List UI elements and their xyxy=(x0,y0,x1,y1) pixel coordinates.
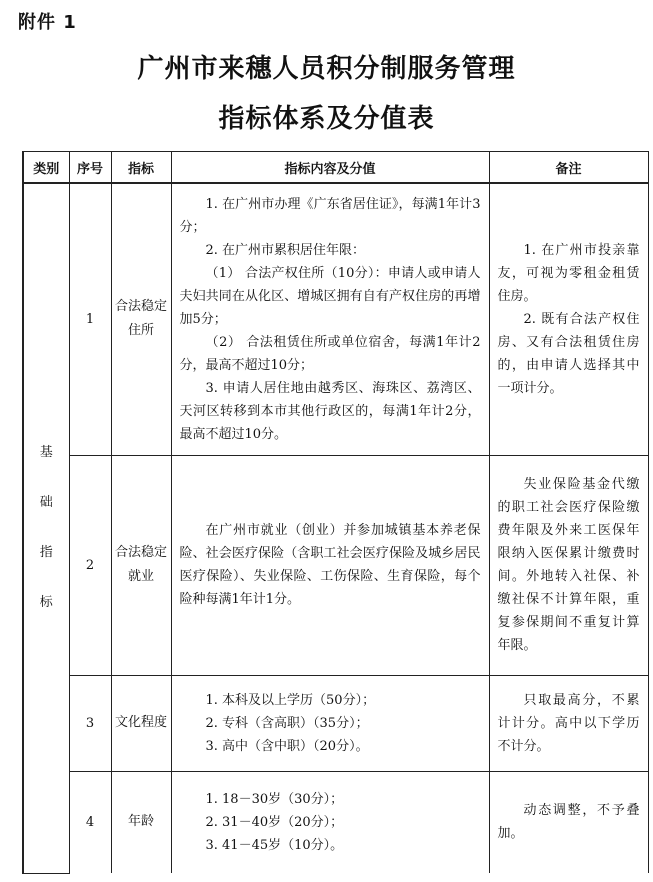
indicator-cell: 合法稳定就业 xyxy=(111,455,171,675)
content-line: 1. 在广州市办理《广东省居住证》，每满1年计3分； xyxy=(179,196,481,235)
table-row xyxy=(23,455,648,675)
header-category: 类别 xyxy=(23,152,69,184)
content-line: （1） 合法产权住所（10分）：申请人或申请人夫妇共同在从化区、增城区拥有自有产权住房的再增加5分； xyxy=(179,265,481,327)
remarks-cell xyxy=(489,675,648,771)
category-cell xyxy=(23,183,69,873)
content-line: 3. 申请人居住地由越秀区、海珠区、荔湾区、天河区转移到本市其他行政区的，每满1年计2分，最高不超过10分。 xyxy=(179,380,481,442)
remarks-cell xyxy=(489,455,648,675)
indicator-table xyxy=(22,151,649,874)
content-line: 2. 专科（含高职）（35分）； xyxy=(205,715,369,731)
content-line: 1. 本科及以上学历（50分）； xyxy=(205,692,376,708)
category-char: 标 xyxy=(39,595,53,611)
serial-cell: 2 xyxy=(69,455,111,675)
table-header-row xyxy=(23,152,648,184)
remarks-line: 失业保险基金代缴的职工社会医疗保险缴费年限及外来工医保年限纳入医保累计缴费时间。外地转入社保、补缴社保不计算年限，重复参保期间不重复计算年限。 xyxy=(497,477,640,653)
content-line: 在广州市就业（创业）并参加城镇基本养老保险、社会医疗保险（含职工社会医疗保险及城乡居民医疗保险）、失业保险、工伤保险、生育保险，每个险种每满1年计1分。 xyxy=(179,523,481,607)
content-line: 3. 41－45岁（10分）。 xyxy=(205,837,344,853)
category-char: 基 xyxy=(39,445,53,461)
content-cell xyxy=(171,771,489,873)
indicator-cell: 年龄 xyxy=(111,771,171,873)
table-row xyxy=(23,183,648,455)
table-row xyxy=(23,771,648,873)
header-serial: 序号 xyxy=(69,152,111,184)
content-line: 2. 31－40岁（20分）； xyxy=(205,814,344,830)
remarks-line: 1. 在广州市投亲靠友，可视为零租金租赁住房。 xyxy=(497,242,640,304)
header-content: 指标内容及分值 xyxy=(171,152,489,184)
document-title-line-1: 广州市来穗人员积分制服务管理 xyxy=(137,54,516,84)
content-line: （2） 合法租赁住所或单位宿舍，每满1年计2分，最高不超过10分； xyxy=(179,334,481,373)
content-cell xyxy=(171,675,489,771)
indicator-cell: 合法稳定住所 xyxy=(111,183,171,455)
category-char: 指 xyxy=(39,545,53,561)
content-cell xyxy=(171,183,489,455)
indicator-cell: 文化程度 xyxy=(111,675,171,771)
remarks-line: 只取最高分，不累计计分。高中以下学历不计分。 xyxy=(497,692,640,754)
content-cell xyxy=(171,455,489,675)
category-char: 础 xyxy=(39,495,53,511)
remarks-line: 2. 既有合法产权住房、又有合法租赁住房的，由申请人选择其中一项计分。 xyxy=(497,311,640,396)
document-title-line-2: 指标体系及分值表 xyxy=(218,104,435,134)
content-line: 1. 18－30岁（30分）； xyxy=(205,791,344,807)
table-row xyxy=(23,675,648,771)
serial-cell: 1 xyxy=(69,183,111,455)
remarks-line: 动态调整，不予叠加。 xyxy=(497,803,640,842)
remarks-cell xyxy=(489,183,648,455)
header-remarks: 备注 xyxy=(489,152,648,184)
serial-cell: 4 xyxy=(69,771,111,873)
content-line: 2. 在广州市累积居住年限： xyxy=(205,242,366,258)
attachment-label: 附件 1 xyxy=(18,12,77,33)
content-line: 3. 高中（含中职）（20分）。 xyxy=(205,738,369,754)
header-indicator: 指标 xyxy=(111,152,171,184)
serial-cell: 3 xyxy=(69,675,111,771)
remarks-cell xyxy=(489,771,648,873)
